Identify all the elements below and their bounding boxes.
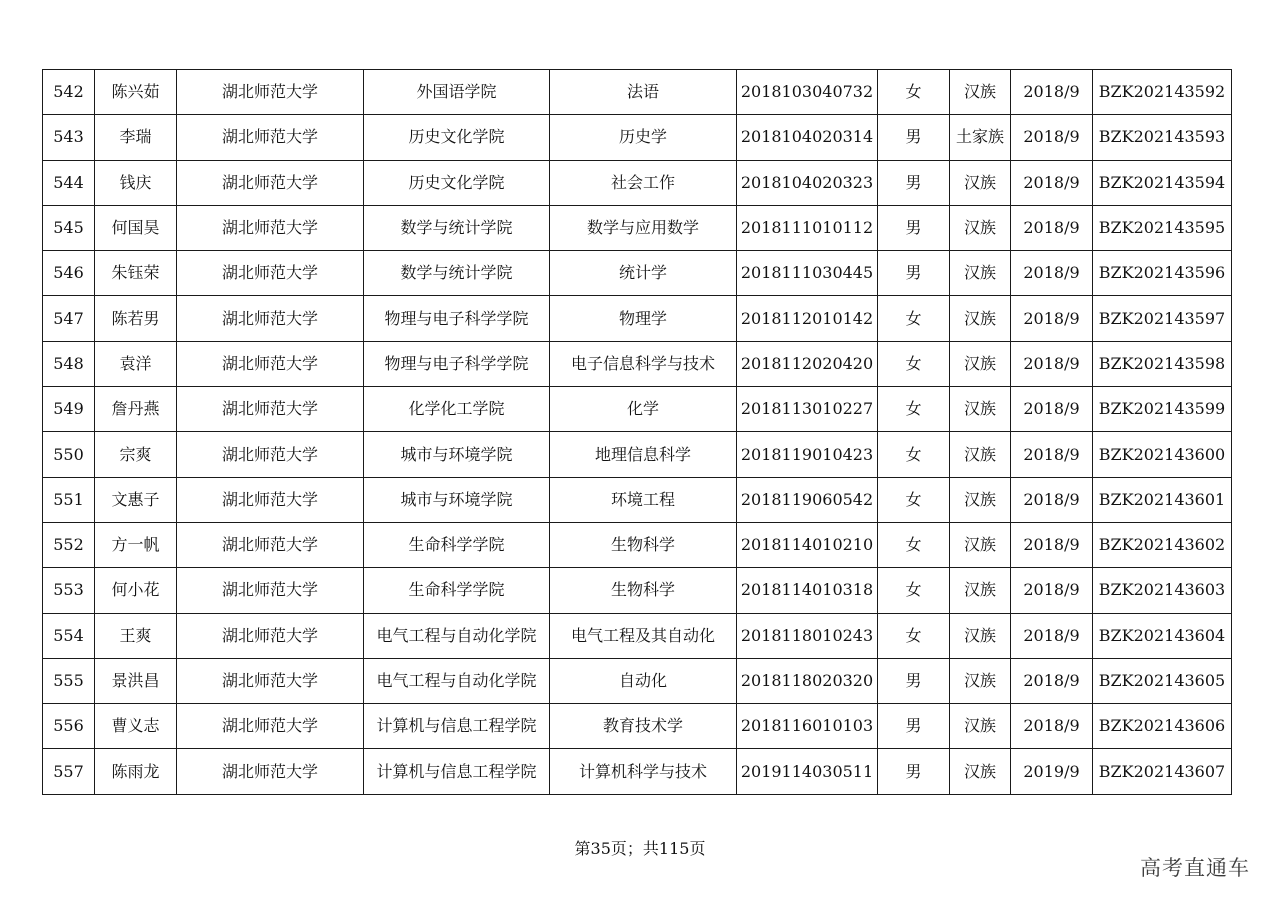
cell-ethnicity: 土家族 (950, 115, 1011, 160)
cell-university: 湖北师范大学 (177, 704, 364, 749)
cell-enroll-date: 2018/9 (1011, 387, 1093, 432)
cell-student-id: 2018114010318 (737, 568, 878, 613)
cell-major: 历史学 (550, 115, 737, 160)
table-row (43, 658, 1232, 703)
cell-college: 数学与统计学院 (364, 205, 550, 250)
cell-major: 自动化 (550, 658, 737, 703)
cell-university: 湖北师范大学 (177, 115, 364, 160)
cell-cert-no: BZK202143596 (1093, 251, 1232, 296)
cell-enroll-date: 2018/9 (1011, 115, 1093, 160)
cell-university: 湖北师范大学 (177, 205, 364, 250)
cell-student-id: 2018116010103 (737, 704, 878, 749)
cell-university: 湖北师范大学 (177, 160, 364, 205)
cell-major: 化学 (550, 387, 737, 432)
cell-gender: 女 (878, 70, 950, 115)
table-row (43, 296, 1232, 341)
cell-ethnicity: 汉族 (950, 70, 1011, 115)
cell-seq-no: 557 (43, 749, 95, 794)
cell-university: 湖北师范大学 (177, 341, 364, 386)
table-row (43, 704, 1232, 749)
cell-student-name: 何小花 (95, 568, 177, 613)
cell-major: 法语 (550, 70, 737, 115)
cell-seq-no: 543 (43, 115, 95, 160)
cell-ethnicity: 汉族 (950, 704, 1011, 749)
cell-student-id: 2018111010112 (737, 205, 878, 250)
cell-student-name: 朱钰荣 (95, 251, 177, 296)
cell-student-id: 2018113010227 (737, 387, 878, 432)
cell-student-name: 文惠子 (95, 477, 177, 522)
cell-enroll-date: 2019/9 (1011, 749, 1093, 794)
cell-ethnicity: 汉族 (950, 749, 1011, 794)
cell-major: 生物科学 (550, 522, 737, 567)
cell-student-name: 方一帆 (95, 522, 177, 567)
cell-enroll-date: 2018/9 (1011, 341, 1093, 386)
cell-cert-no: BZK202143599 (1093, 387, 1232, 432)
table-row (43, 70, 1232, 115)
cell-cert-no: BZK202143604 (1093, 613, 1232, 658)
cell-university: 湖北师范大学 (177, 296, 364, 341)
cell-ethnicity: 汉族 (950, 613, 1011, 658)
cell-university: 湖北师范大学 (177, 613, 364, 658)
cell-enroll-date: 2018/9 (1011, 568, 1093, 613)
cell-seq-no: 553 (43, 568, 95, 613)
cell-student-name: 陈若男 (95, 296, 177, 341)
cell-student-name: 陈雨龙 (95, 749, 177, 794)
cell-college: 计算机与信息工程学院 (364, 749, 550, 794)
cell-cert-no: BZK202143606 (1093, 704, 1232, 749)
cell-major: 地理信息科学 (550, 432, 737, 477)
cell-seq-no: 552 (43, 522, 95, 567)
cell-seq-no: 556 (43, 704, 95, 749)
cell-student-name: 钱庆 (95, 160, 177, 205)
cell-seq-no: 550 (43, 432, 95, 477)
cell-student-id: 2018119060542 (737, 477, 878, 522)
table-row (43, 115, 1232, 160)
cell-university: 湖北师范大学 (177, 251, 364, 296)
cell-student-id: 2018112020420 (737, 341, 878, 386)
cell-student-id: 2018103040732 (737, 70, 878, 115)
table-row (43, 387, 1232, 432)
cell-gender: 男 (878, 251, 950, 296)
cell-seq-no: 544 (43, 160, 95, 205)
cell-college: 数学与统计学院 (364, 251, 550, 296)
cell-university: 湖北师范大学 (177, 749, 364, 794)
cell-enroll-date: 2018/9 (1011, 205, 1093, 250)
cell-student-name: 王爽 (95, 613, 177, 658)
cell-ethnicity: 汉族 (950, 205, 1011, 250)
cell-student-name: 陈兴茹 (95, 70, 177, 115)
cell-ethnicity: 汉族 (950, 658, 1011, 703)
cell-student-id: 2018111030445 (737, 251, 878, 296)
cell-cert-no: BZK202143595 (1093, 205, 1232, 250)
table-row (43, 522, 1232, 567)
cell-major: 电子信息科学与技术 (550, 341, 737, 386)
cell-student-name: 李瑞 (95, 115, 177, 160)
cell-gender: 女 (878, 387, 950, 432)
cell-enroll-date: 2018/9 (1011, 477, 1093, 522)
cell-college: 城市与环境学院 (364, 477, 550, 522)
cell-college: 电气工程与自动化学院 (364, 658, 550, 703)
cell-gender: 女 (878, 296, 950, 341)
cell-college: 城市与环境学院 (364, 432, 550, 477)
cell-ethnicity: 汉族 (950, 568, 1011, 613)
cell-university: 湖北师范大学 (177, 568, 364, 613)
cell-cert-no: BZK202143598 (1093, 341, 1232, 386)
cell-university: 湖北师范大学 (177, 432, 364, 477)
cell-enroll-date: 2018/9 (1011, 296, 1093, 341)
cell-gender: 男 (878, 160, 950, 205)
cell-student-name: 何国昊 (95, 205, 177, 250)
roster-body (43, 70, 1232, 795)
watermark-logo: 高考直通车 (1140, 856, 1250, 880)
cell-cert-no: BZK202143602 (1093, 522, 1232, 567)
cell-student-name: 景洪昌 (95, 658, 177, 703)
cell-cert-no: BZK202143597 (1093, 296, 1232, 341)
cell-college: 生命科学学院 (364, 568, 550, 613)
cell-gender: 男 (878, 658, 950, 703)
cell-university: 湖北师范大学 (177, 387, 364, 432)
cell-cert-no: BZK202143601 (1093, 477, 1232, 522)
cell-cert-no: BZK202143592 (1093, 70, 1232, 115)
cell-seq-no: 546 (43, 251, 95, 296)
cell-major: 社会工作 (550, 160, 737, 205)
cell-gender: 女 (878, 477, 950, 522)
student-roster-table (42, 69, 1232, 795)
cell-gender: 女 (878, 432, 950, 477)
cell-ethnicity: 汉族 (950, 160, 1011, 205)
table-row (43, 432, 1232, 477)
cell-gender: 女 (878, 341, 950, 386)
cell-college: 历史文化学院 (364, 115, 550, 160)
cell-college: 物理与电子科学学院 (364, 296, 550, 341)
cell-major: 数学与应用数学 (550, 205, 737, 250)
cell-ethnicity: 汉族 (950, 477, 1011, 522)
cell-university: 湖北师范大学 (177, 477, 364, 522)
cell-college: 外国语学院 (364, 70, 550, 115)
cell-university: 湖北师范大学 (177, 522, 364, 567)
cell-seq-no: 542 (43, 70, 95, 115)
cell-college: 计算机与信息工程学院 (364, 704, 550, 749)
table-row (43, 477, 1232, 522)
table-row (43, 160, 1232, 205)
cell-major: 统计学 (550, 251, 737, 296)
cell-seq-no: 554 (43, 613, 95, 658)
cell-gender: 男 (878, 205, 950, 250)
cell-major: 物理学 (550, 296, 737, 341)
table-row (43, 613, 1232, 658)
cell-gender: 男 (878, 115, 950, 160)
cell-gender: 男 (878, 749, 950, 794)
cell-gender: 女 (878, 522, 950, 567)
cell-enroll-date: 2018/9 (1011, 432, 1093, 477)
cell-student-id: 2018119010423 (737, 432, 878, 477)
cell-enroll-date: 2018/9 (1011, 658, 1093, 703)
cell-student-id: 2018104020323 (737, 160, 878, 205)
cell-seq-no: 549 (43, 387, 95, 432)
cell-gender: 男 (878, 704, 950, 749)
cell-ethnicity: 汉族 (950, 522, 1011, 567)
cell-enroll-date: 2018/9 (1011, 70, 1093, 115)
cell-enroll-date: 2018/9 (1011, 522, 1093, 567)
cell-enroll-date: 2018/9 (1011, 251, 1093, 296)
cell-student-id: 2018118020320 (737, 658, 878, 703)
cell-student-name: 袁洋 (95, 341, 177, 386)
cell-student-name: 詹丹燕 (95, 387, 177, 432)
cell-cert-no: BZK202143600 (1093, 432, 1232, 477)
cell-college: 电气工程与自动化学院 (364, 613, 550, 658)
cell-student-id: 2018114010210 (737, 522, 878, 567)
cell-gender: 女 (878, 568, 950, 613)
cell-college: 生命科学学院 (364, 522, 550, 567)
cell-student-id: 2019114030511 (737, 749, 878, 794)
cell-cert-no: BZK202143603 (1093, 568, 1232, 613)
cell-seq-no: 555 (43, 658, 95, 703)
cell-ethnicity: 汉族 (950, 296, 1011, 341)
cell-ethnicity: 汉族 (950, 387, 1011, 432)
cell-cert-no: BZK202143594 (1093, 160, 1232, 205)
cell-major: 环境工程 (550, 477, 737, 522)
page-number: 第35页；共115页 (574, 839, 706, 858)
cell-major: 教育技术学 (550, 704, 737, 749)
cell-university: 湖北师范大学 (177, 658, 364, 703)
cell-major: 电气工程及其自动化 (550, 613, 737, 658)
table-row (43, 568, 1232, 613)
cell-major: 生物科学 (550, 568, 737, 613)
cell-student-id: 2018118010243 (737, 613, 878, 658)
cell-seq-no: 547 (43, 296, 95, 341)
cell-student-id: 2018112010142 (737, 296, 878, 341)
cell-cert-no: BZK202143607 (1093, 749, 1232, 794)
cell-student-name: 曹义志 (95, 704, 177, 749)
cell-major: 计算机科学与技术 (550, 749, 737, 794)
cell-university: 湖北师范大学 (177, 70, 364, 115)
cell-college: 历史文化学院 (364, 160, 550, 205)
cell-seq-no: 545 (43, 205, 95, 250)
cell-seq-no: 551 (43, 477, 95, 522)
cell-enroll-date: 2018/9 (1011, 613, 1093, 658)
table-row (43, 251, 1232, 296)
cell-college: 物理与电子科学学院 (364, 341, 550, 386)
cell-student-id: 2018104020314 (737, 115, 878, 160)
cell-student-name: 宗爽 (95, 432, 177, 477)
table-row (43, 205, 1232, 250)
cell-cert-no: BZK202143605 (1093, 658, 1232, 703)
cell-college: 化学化工学院 (364, 387, 550, 432)
cell-ethnicity: 汉族 (950, 432, 1011, 477)
cell-ethnicity: 汉族 (950, 251, 1011, 296)
cell-enroll-date: 2018/9 (1011, 160, 1093, 205)
table-row (43, 341, 1232, 386)
table-row (43, 749, 1232, 794)
cell-enroll-date: 2018/9 (1011, 704, 1093, 749)
cell-ethnicity: 汉族 (950, 341, 1011, 386)
cell-cert-no: BZK202143593 (1093, 115, 1232, 160)
cell-seq-no: 548 (43, 341, 95, 386)
cell-gender: 女 (878, 613, 950, 658)
